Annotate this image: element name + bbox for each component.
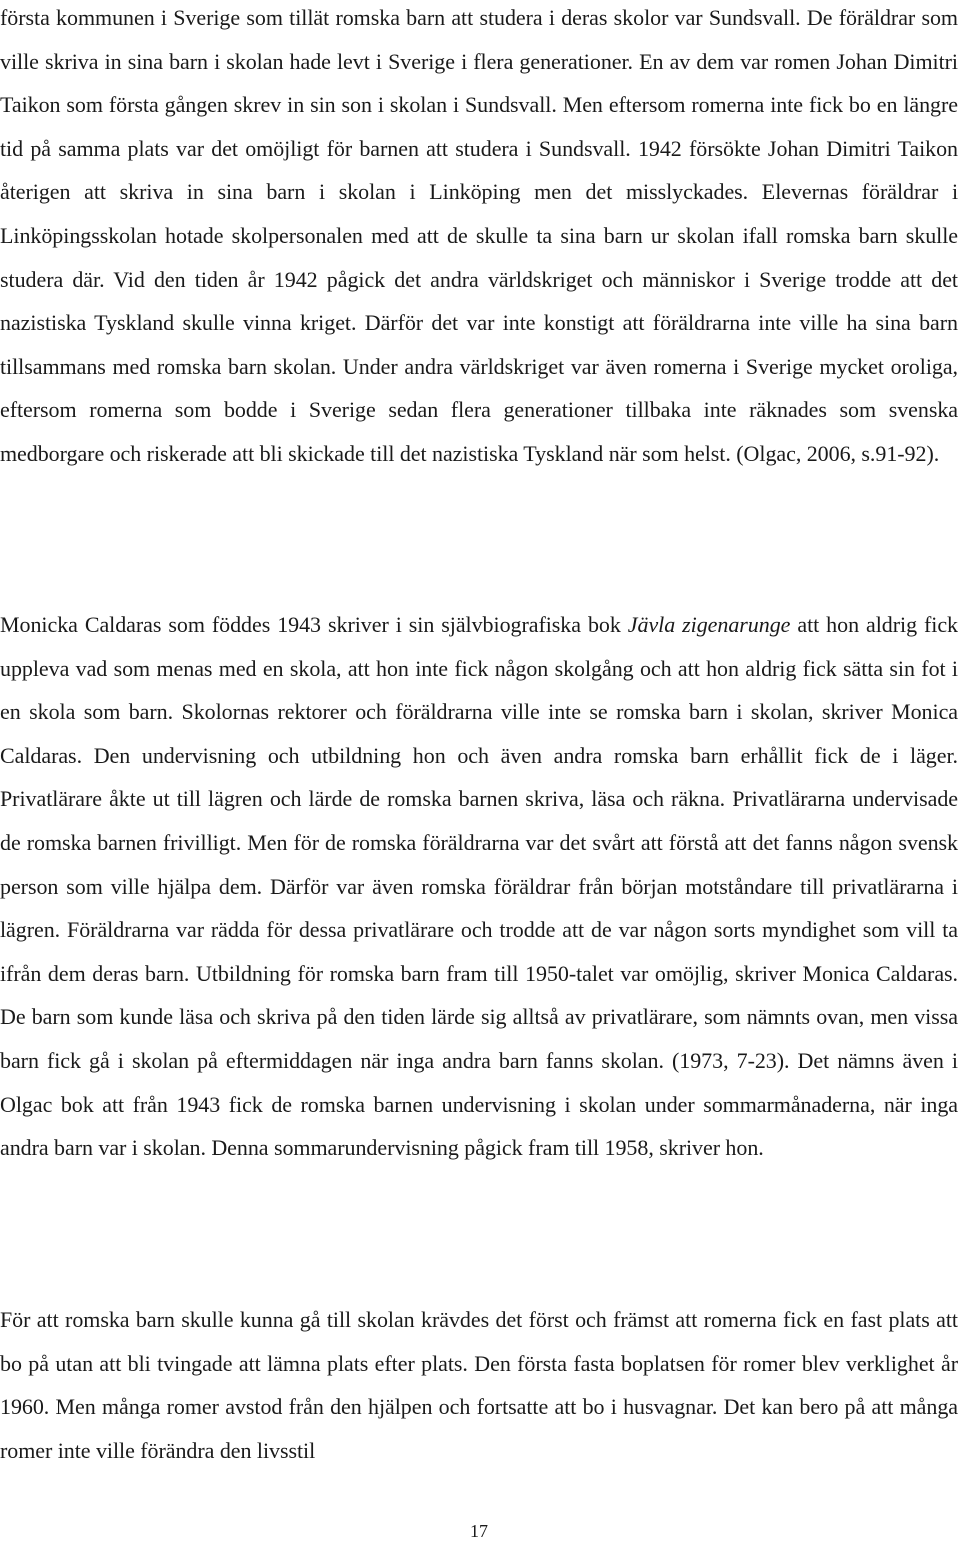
paragraph-1: första kommunen i Sverige som tillät romska barn att studera i deras skolor var Sundsvall. De föräldrar som ville skriva in sina barn i skolan hade levt i Sverige i flera generationer. En av dem var romen Johan Dimitri Taikon som första gången skrev in sin son i skolan i Sundsvall. Men eftersom romerna inte fick bo en längre tid på samma plats var det omöjligt för barnen att studera i Sundsvall. 1942 försökte Johan Dimitri Taikon återigen att skriva in sina barn i skolan i Linköping men det misslyckades. Elevernas föräldrar i Linköpingsskolan hotade skolpersonalen med att de skulle ta sina barn ur skolan ifall romska barn skulle studera där. Vid den tiden år 1942 pågick det andra världskriget och människor i Sverige trodde att det nazistiska Tyskland skulle vinna kriget. Därför det var inte konstigt att föräldrarna inte ville ha sina barn tillsammans med romska barn skolan. Under andra världskriget var även romerna i Sverige mycket oroliga, eftersom romerna som bodde i Sverige sedan flera generationer tillbaka inte räknades som svenska medborgare och riskerade att bli skickade till det nazistiska Tyskland när som helst. (Olgac, 2006, s.91-92). bbox=[0, 5, 958, 466]
paragraph-3: För att romska barn skulle kunna gå till skolan krävdes det först och främst att romerna fick en fast plats att bo på utan att bli tvingade att lämna plats efter plats. Den första fasta boplatsen för romer blev verklighet år 1960. Men många romer avstod från den hjälpen och fortsatte att bo i husvagnar. Det kan bero på att många romer inte ville förändra den livsstil bbox=[0, 1307, 958, 1463]
paragraph-2-body: att hon aldrig fick uppleva vad som menas med en skola, att hon inte fick någon skolgång och att hon aldrig fick sätta sin fot i en skola som barn. Skolornas rektorer och föräldrarna ville inte se romska barn i skolan, skriver Monica Caldaras. Den undervisning och utbildning hon och även andra romska barn erhållit fick de i läger. Privatlärare åkte ut till lägren och lärde de romska barnen skriva, läsa och räkna. Privatlärarna undervisade de romska barnen frivilligt. Men för de romska föräldrarna var det svårt att förstå att det fanns någon svensk person som ville hjälpa dem. Därför var även romska föräldrar från början motståndare till privatlärarna i lägren. Föräldrarna var rädda för dessa privatlärare och trodde att de var någon sorts myndighet som vill ta ifrån dem deras barn. Utbildning för romska barn fram till 1950-talet var omöjlig, skriver Monica Caldaras. De barn som kunde läsa och skriva på den tiden lärde sig alltså av privatlärare, som nämnts ovan, men vissa barn fick gå i skolan på eftermiddagen när inga andra barn fanns skolan. (1973, 7-23). Det nämns även i Olgac bok att från 1943 fick de romska barnen undervisning i skolan under sommarmånaderna, när inga andra barn var i skolan. Denna sommarundervisning pågick fram till 1958, skriver hon. bbox=[0, 612, 958, 1161]
paragraph-2 bbox=[0, 603, 958, 1170]
paragraph-2-intro: Monicka Caldaras som föddes 1943 skriver i sin självbiografiska bok bbox=[0, 612, 628, 637]
book-title: Jävla zigenarunge bbox=[627, 612, 791, 637]
page-number: 17 bbox=[470, 1521, 488, 1541]
